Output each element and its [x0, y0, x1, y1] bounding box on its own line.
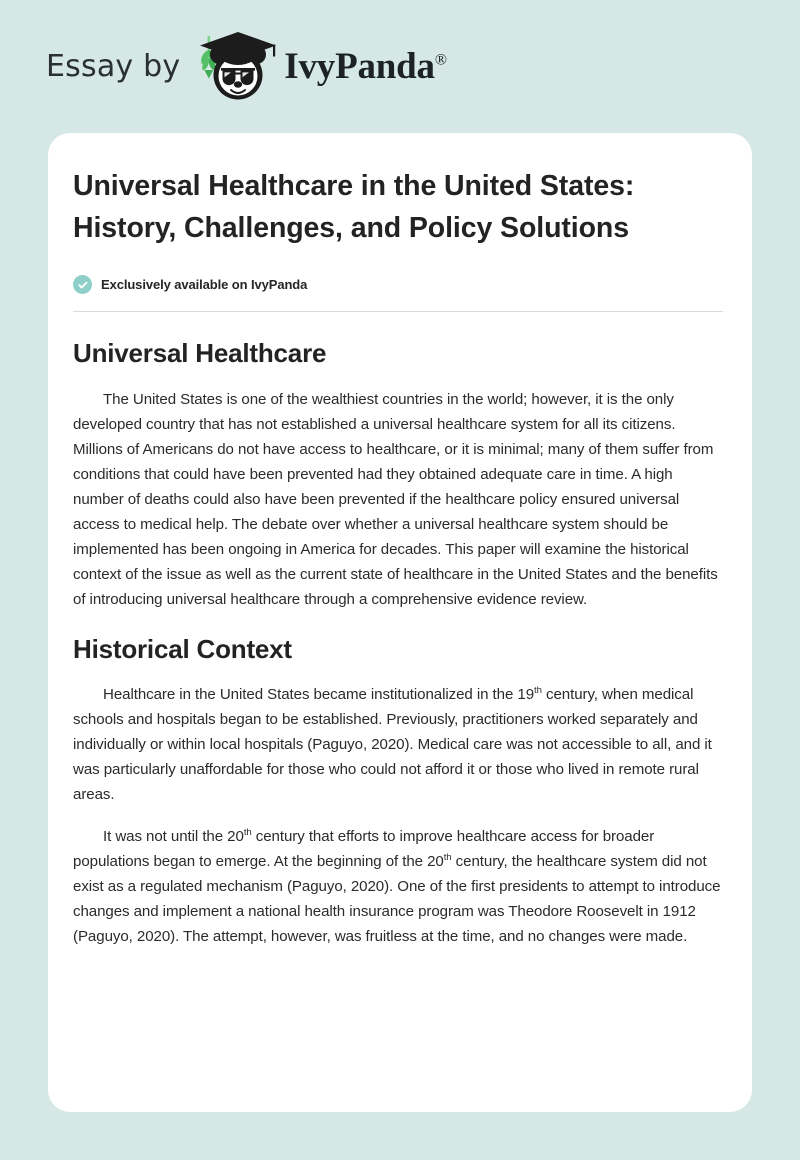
ivypanda-panda-logo-icon [194, 30, 280, 104]
exclusive-availability-label: Exclusively available on IvyPanda [101, 277, 308, 293]
page-title: Universal Healthcare in the United States: History, Challenges, and Policy Solutions [73, 170, 635, 245]
ivypanda-wordmark [284, 48, 447, 85]
section-paragraph: It was not until the 20th century that efforts to improve healthcare access for broader populations began to emerge. At the beginning of the 20th century, the healthcare system did not exist as a regulated mechanism (Paguyo, 2020). One of the first presidents to attempt to introduce changes and implement a national health insurance program was Theodore Roosevelt in 1912 (Paguyo, 2020). The attempt, however, was fruitless at the time, and no changes were made. [73, 826, 721, 945]
ivypanda-logo[interactable] [194, 30, 447, 104]
ivypanda-wordmark-text: IvyPanda [284, 46, 435, 87]
brand-header [0, 0, 800, 133]
section-paragraph: Healthcare in the United States became institutionalized in the 19th century, when medical schools and hospitals began to be established. Previously, practitioners worked separately and individually or within local hospitals (Paguyo, 2020). Medical care was not accessible to all, and it was particularly unaffordable for those who could not afford it or those who lived in remote rural areas. [73, 684, 712, 803]
essay-card [48, 133, 752, 1112]
registered-trademark-symbol: ® [434, 51, 447, 69]
check-circle-icon [73, 275, 92, 294]
section-heading-historical-context: Historical Context [73, 633, 292, 664]
essay-by-label: Essay by [46, 48, 181, 84]
exclusive-availability-badge [73, 275, 727, 294]
section-heading-universal-healthcare: Universal Healthcare [73, 338, 327, 369]
section-paragraph: The United States is one of the wealthiest countries in the world; however, it is the only developed country that has not established a universal healthcare system for all its citizens. Millions of Americans do not have access to healthcare, or it is minimal; many of them suffer from conditions that could have been prevented had they obtained adequate care in time. A high number of deaths could also have been prevented if the healthcare policy ensured universal access to medical help. The debate over whether a universal healthcare system should be implemented has been ongoing in America for decades. This paper will examine the historical context of the issue as well as the current state of healthcare in the United States and the benefits of introducing universal healthcare through a comprehensive evidence review. [73, 390, 718, 608]
